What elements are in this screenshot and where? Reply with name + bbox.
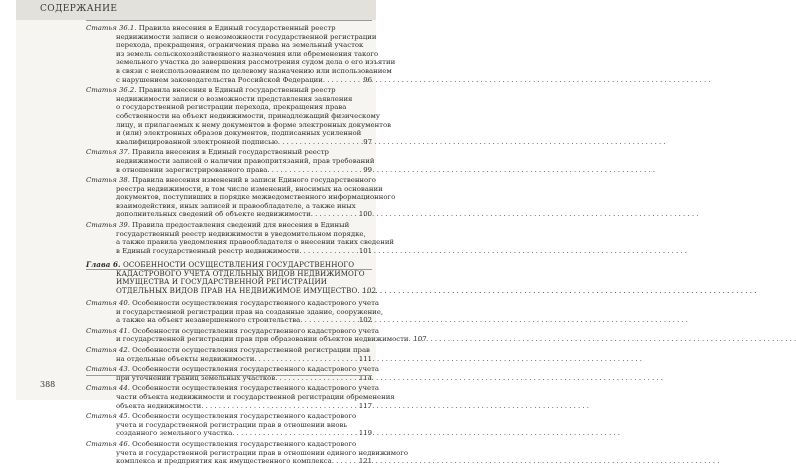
toc-entry-text: лицу, и прилагаемых к нему документов в форме электронных документов <box>116 120 392 129</box>
toc-entry-label: Статья 36.1. <box>86 24 137 32</box>
toc-entry-line <box>86 412 372 421</box>
toc-entry-text: и (или) электронных образов документов, подписанных усиленной <box>116 129 362 138</box>
toc-chapter-entry <box>86 299 384 325</box>
toc-chapter-entry <box>86 365 379 382</box>
toc-entry-label: Статья 37. <box>86 148 130 157</box>
toc-entry <box>86 148 375 174</box>
chapter-label: Глава 6. <box>86 260 121 270</box>
rule-top <box>86 20 372 21</box>
toc-entry-text: из земель сельскохозяйственного назначения или обременения такого <box>116 49 379 58</box>
leader-dots <box>300 316 358 325</box>
toc-entry-line <box>86 58 396 67</box>
toc-entry-text: части объекта недвижимости и государственной регистрации обременения <box>116 393 395 401</box>
toc-entry-line <box>86 457 372 466</box>
toc-entry-text: в Единый государственный реестр недвижимости <box>116 246 300 255</box>
toc-entry-text: Особенности осуществления государственного кадастрового <box>132 412 357 421</box>
chapter-line <box>86 285 377 295</box>
toc-entry-text: реестра недвижимости, в том числе изменений, вносимых на основании <box>116 184 383 193</box>
toc-entry-text: объекта недвижимости <box>116 401 202 410</box>
page-number: 388 <box>40 380 56 389</box>
toc-entry-line <box>86 111 380 121</box>
toc-entry-page: 97 <box>363 137 372 146</box>
toc-entry-line <box>86 210 372 219</box>
toc-entry-line <box>86 166 372 175</box>
toc-entries <box>86 24 396 255</box>
toc-entry-page: 119 <box>358 429 372 438</box>
toc-entry <box>86 24 396 84</box>
leader-dots <box>332 457 358 466</box>
rule-chapter-top <box>86 269 372 270</box>
toc-entry-label: Статья 39. <box>86 221 130 230</box>
toc-entry-text: учета и государственной регистрации прав в отношении вновь <box>116 420 348 429</box>
toc-entry-line <box>86 448 409 458</box>
toc-entry-line <box>86 138 372 147</box>
toc-entry-line <box>86 384 379 393</box>
leader-dots <box>323 76 362 85</box>
toc-entry-label: Статья 38. <box>86 176 130 185</box>
toc-entry-text: учета и государственной регистрации прав в отношении единого недвижимого <box>116 448 409 457</box>
leader-dots <box>278 138 362 147</box>
toc-chapter-entry <box>86 412 372 438</box>
toc-entry-text: дополнительных сведений об объекте недвижимости <box>116 210 311 219</box>
toc-entry-text: комплекса и предприятия как имущественного комплекса <box>116 457 332 466</box>
toc-entry-text: квалифицированной электронной подписью <box>116 137 278 146</box>
toc-entry-line <box>86 316 372 325</box>
toc-entry <box>86 176 396 219</box>
toc-entry-text: на отдельные объекты недвижимости <box>116 354 255 363</box>
toc-entry-text: перехода, прекращения, ограничения права на земельный участок <box>116 41 364 50</box>
toc-entry-text: а также правила уведомления правообладателя о внесении таких сведений <box>116 238 395 247</box>
toc-chapter-entry <box>86 384 395 410</box>
toc-entry-line <box>86 184 383 194</box>
toc-entry-text: недвижимости записей о наличии правопритязаний, прав требований <box>116 156 375 165</box>
toc-entry-line <box>86 238 395 247</box>
toc-entry <box>86 86 392 146</box>
toc-entry-line <box>86 156 375 166</box>
toc-entry-line <box>86 193 396 202</box>
toc-entry-text: при уточнении границ земельных участков <box>116 373 276 382</box>
toc-entry-label: Статья 40. <box>86 299 130 308</box>
toc-entry-line <box>86 103 372 112</box>
toc-entry-page: 101 <box>358 246 372 255</box>
toc-entry-label: Статья 45. <box>86 412 130 421</box>
leader-dots <box>254 355 358 364</box>
toc-entry-text: в отношении зарегистрированного права <box>116 165 268 174</box>
header-title: СОДЕРЖАНИЕ <box>40 4 118 14</box>
toc-entry-line <box>86 120 392 130</box>
toc-entry-text: документов, поступивших в порядке межведомственного информационного <box>116 193 396 202</box>
leader-dots <box>311 210 358 219</box>
table-of-contents <box>86 24 427 468</box>
chapter-title-text: ИМУЩЕСТВА И ГОСУДАРСТВЕННОЙ РЕГИСТРАЦИИ <box>116 277 328 287</box>
toc-entry-text: Правила внесения в Единый государственный реестр <box>138 86 336 95</box>
toc-entry-line <box>86 346 372 355</box>
toc-entry-line <box>86 202 372 211</box>
toc-entry-text: Особенности осуществления государственного кадастрового учета <box>132 326 379 335</box>
toc-entry <box>86 221 395 255</box>
toc-entry-line <box>86 421 372 430</box>
page-header <box>16 0 376 20</box>
toc-entry-page: 96 <box>363 75 372 84</box>
leader-dots <box>267 166 362 175</box>
toc-entry-text: Особенности осуществления государственного кадастрового учета <box>132 299 379 308</box>
toc-entry-text: в связи с неиспользованием по целевому назначению или использованием <box>116 66 392 75</box>
toc-entry-line <box>86 365 379 374</box>
book-page <box>16 0 427 466</box>
toc-entry-page: 99 <box>363 165 372 174</box>
toc-entry-page: 102 <box>358 316 372 325</box>
toc-chapter-entry <box>86 439 409 466</box>
toc-chapter-entry <box>86 326 427 344</box>
toc-entry-page: 121 <box>358 457 372 466</box>
toc-entry-text: Особенности осуществления государственного кадастрового учета <box>132 365 379 374</box>
toc-entry-line <box>86 221 372 230</box>
chapter-title-text: КАДАСТРОВОГО УЧЕТА ОТДЕЛЬНЫХ ВИДОВ НЕДВИЖИМОГО <box>116 268 365 278</box>
toc-entry-line <box>86 66 392 76</box>
toc-entry-line <box>86 230 372 239</box>
toc-entry-text: Правила внесения в Единый государственный реестр <box>138 24 336 32</box>
toc-entry-line <box>86 76 372 85</box>
toc-entry-page: 114 <box>358 373 372 382</box>
toc-entry-line <box>86 440 372 449</box>
leader-dots <box>201 402 358 411</box>
toc-entry-line <box>86 247 372 256</box>
toc-entry-line <box>86 299 379 308</box>
toc-entry-label: Статья 44. <box>86 384 130 393</box>
toc-entry-text: и государственной регистрации прав на созданные здание, сооружение, <box>116 307 384 316</box>
chapter-title-text: ОСОБЕННОСТИ ОСУЩЕСТВЛЕНИЯ ГОСУДАРСТВЕННОГО <box>122 260 355 270</box>
toc-entry-line <box>86 402 372 411</box>
toc-entry-line <box>86 429 372 438</box>
leader-dots <box>299 247 358 256</box>
toc-chapter-entries <box>86 299 427 466</box>
toc-entry-page: 107 <box>413 335 427 344</box>
toc-entry-text: а также на объект незавершенного строительства <box>116 316 301 325</box>
toc-entry-line <box>86 24 372 33</box>
chapter-page: 102 <box>362 285 377 295</box>
toc-entry-label: Статья 46. <box>86 439 130 448</box>
toc-entry-page: 111 <box>358 354 372 363</box>
toc-entry-line <box>86 32 377 42</box>
toc-entry-text: Правила внесения в Единый государственный реестр <box>132 148 329 157</box>
toc-entry-label: Статья 36.2. <box>86 86 137 95</box>
toc-entry-text: Особенности осуществления государственного кадастрового <box>132 439 357 448</box>
toc-entry-text: взаимодействия, иных записей и правообладателе, а также иных <box>116 201 356 210</box>
toc-entry-text: Правила предоставления сведений для внесения в Единый <box>132 221 350 230</box>
toc-entry-text: собственности на объект недвижимости, принадлежащий физическому <box>116 111 380 120</box>
toc-entry-text: Правила внесения изменений в записи Единого государственного <box>132 176 376 185</box>
toc-entry-text: недвижимости записи о невозможности государственной регистрации <box>116 32 377 41</box>
toc-entry-line <box>86 148 372 157</box>
toc-chapter-entry <box>86 346 372 363</box>
toc-entry-line <box>86 307 384 317</box>
toc-entry-text: о государственной регистрации перехода, прекращения права <box>116 103 347 112</box>
toc-entry-label: Статья 43. <box>86 365 130 374</box>
chapter-title-text: ОТДЕЛЬНЫХ ВИДОВ ПРАВ НА НЕДВИЖИМОЕ ИМУЩЕСТВО <box>116 285 358 295</box>
toc-entry-text: государственный реестр недвижимости в уведомительном порядке, <box>116 229 366 238</box>
toc-entry-text: созданного земельного участка <box>116 429 233 438</box>
toc-entry-text: Особенности осуществления государственной регистрации прав <box>132 346 370 355</box>
leader-dots <box>232 429 358 438</box>
toc-entry-line <box>86 335 427 344</box>
toc-entry-line <box>86 326 379 336</box>
toc-entry-line <box>86 41 372 50</box>
toc-entry-line <box>86 86 372 95</box>
toc-entry-text: и государственной регистрации прав при образовании объектов недвижимости <box>116 335 409 344</box>
toc-entry-line <box>86 129 372 138</box>
toc-entry-line <box>86 49 379 59</box>
toc-entry-line <box>86 393 395 402</box>
toc-entry-line <box>86 95 372 104</box>
toc-entry-text: с нарушением законодательства Российской Федерации <box>116 75 323 84</box>
toc-entry-page: 100 <box>358 210 372 219</box>
toc-entry-label: Статья 41. <box>86 326 130 335</box>
toc-entry-line <box>86 176 376 185</box>
toc-chapter <box>86 260 377 295</box>
rule-bottom <box>86 375 372 376</box>
toc-entry-text: земельного участка до завершения рассмотрения судом дела о его изъятии <box>116 58 396 67</box>
toc-entry-text: Особенности осуществления государственного кадастрового учета <box>132 384 379 393</box>
toc-entry-page: 117 <box>358 401 372 410</box>
toc-entry-label: Статья 42. <box>86 346 130 355</box>
toc-entry-line <box>86 355 372 364</box>
toc-entry-text: недвижимости записи о возможности представления заявления <box>116 94 353 103</box>
